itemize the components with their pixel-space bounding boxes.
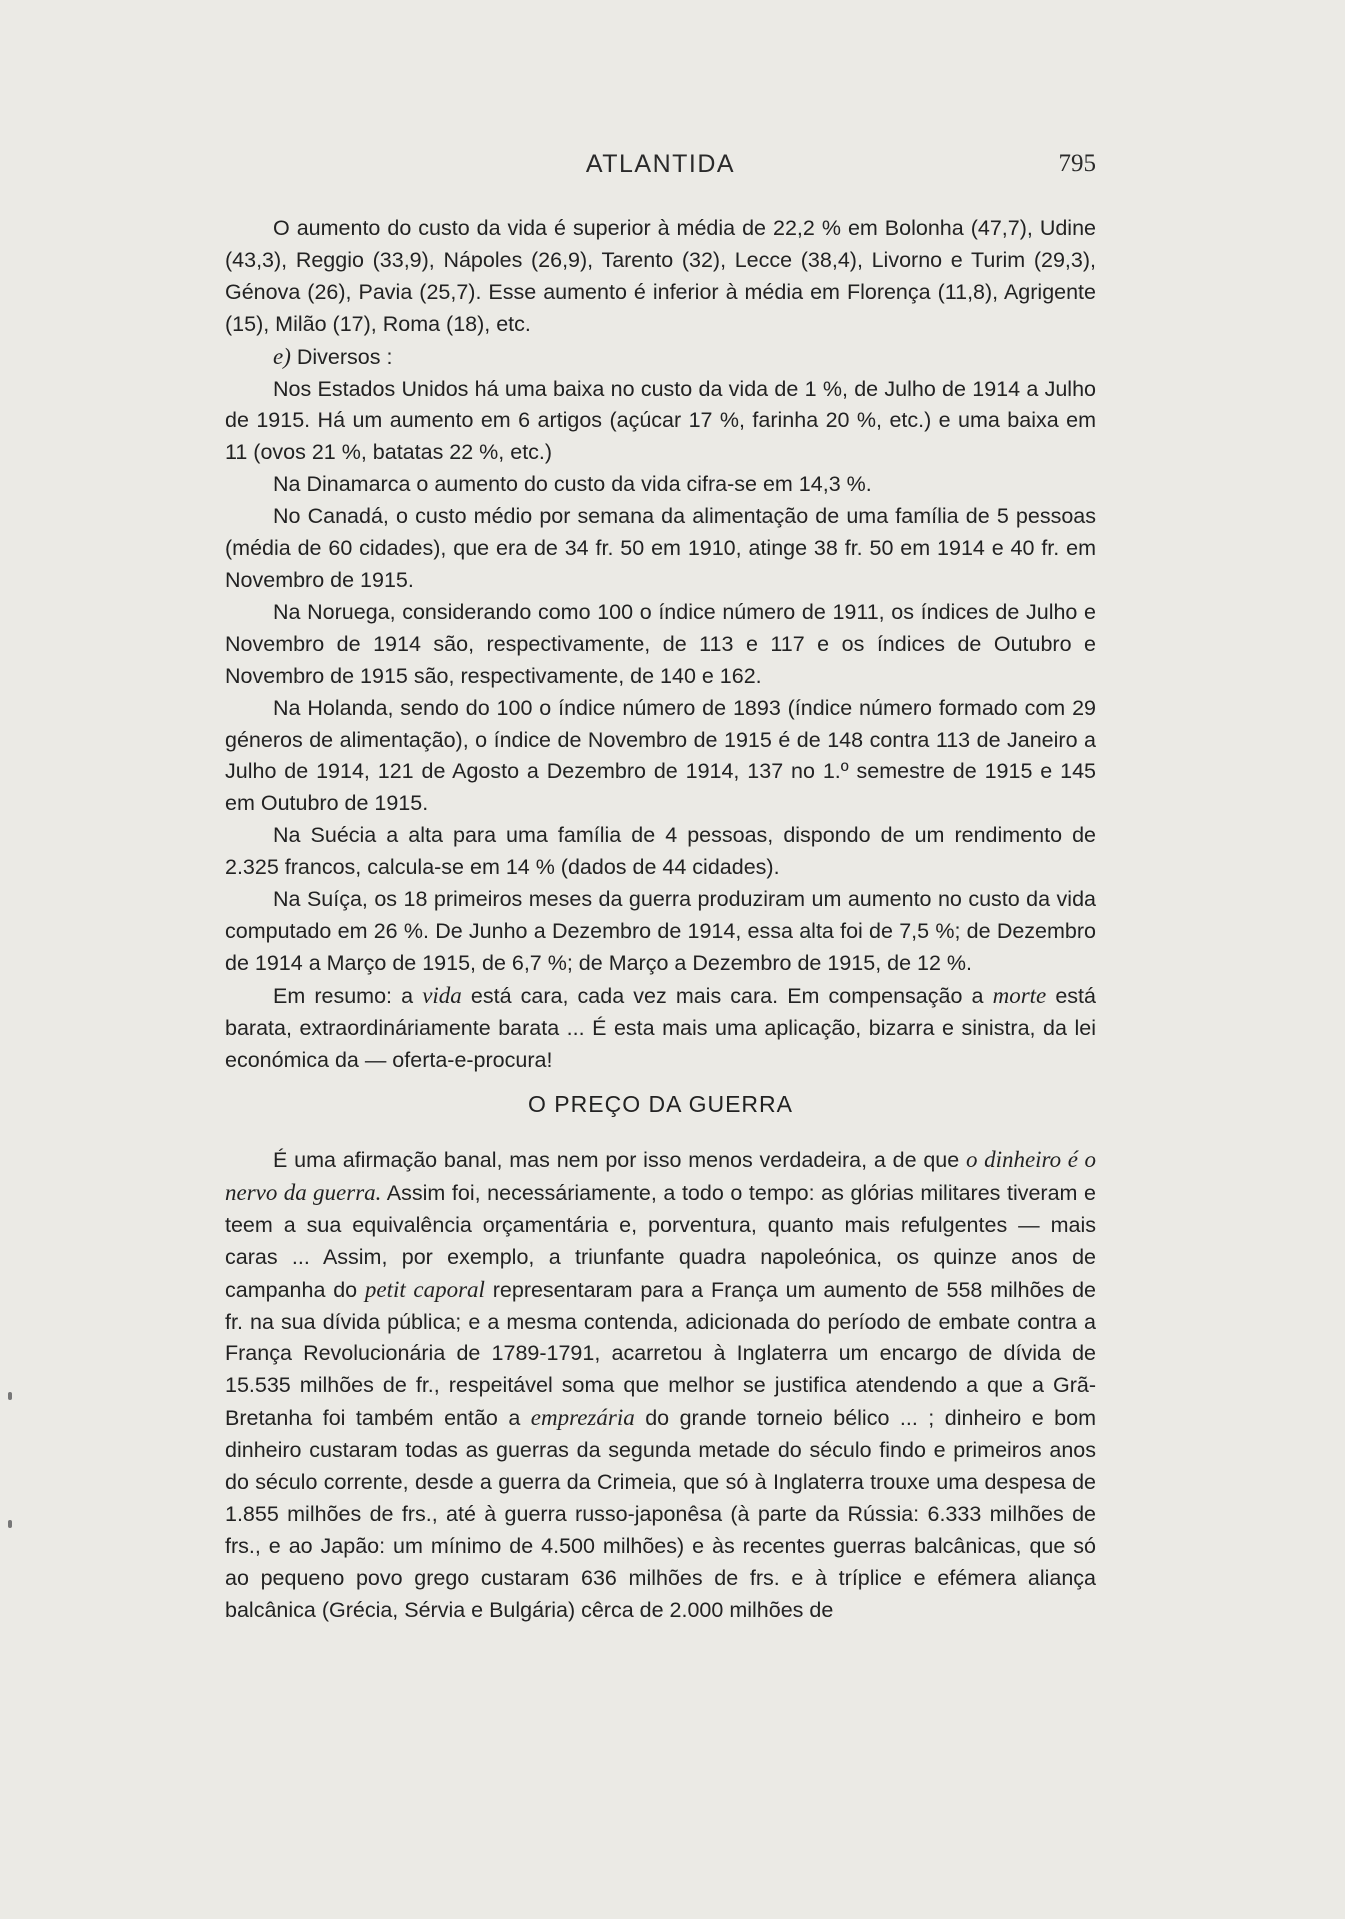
margin-speck bbox=[8, 1392, 12, 1400]
paragraph-switzerland: Na Suíça, os 18 primeiros meses da guerra produziram um aumento no custo da vida computado em 26 %. De Junho a Dezembro de 1914, essa alta foi de 7,5 %; de Dezembro de 1914 a Março de 1915, de 6,7 %; de Março a Dezembro de 1915, de 12 %. bbox=[225, 887, 1096, 975]
section-heading: O PREÇO DA GUERRA bbox=[528, 1091, 793, 1117]
war-text-3: representaram para a França um aumento de 558 milhões de fr. na sua dívida pública; e a mesma contenda, adicionada do período de embate contra a França Revolucionária de 1789-1791, acarretou à Inglaterra um encargo de dívida de 15.535 milhões de fr., respeitável soma que melhor se justifica atendendo a que a Grã-Bretanha foi também então a bbox=[225, 1277, 1096, 1431]
summary-text-1: Em resumo: a bbox=[273, 983, 423, 1008]
paragraph-war-cost bbox=[225, 1144, 1096, 1627]
paragraph-holland: Na Holanda, sendo do 100 o índice número de 1893 (índice número formado com 29 géneros de alimentação), o índice de Novembro de 1915 é de 148 contra 113 de Janeiro a Julho de 1914, 121 de Agosto a Dezembro de 1914, 137 no 1.º semestre de 1915 e 145 em Outubro de 1915. bbox=[225, 695, 1096, 816]
paragraph-diversos-heading bbox=[225, 341, 1096, 374]
summary-italic-vida: vida bbox=[422, 982, 462, 1008]
war-italic-dinheiro: o dinheiro é o nervo da guerra. bbox=[225, 1147, 1096, 1205]
paragraph-italy: O aumento do custo da vida é superior à média de 22,2 % em Bolonha (47,7), Udine (43,3), Reggio (33,9), Nápoles (26,9), Tarento (32), Lecce (38,4), Livorno e Turim (29,3), Génova (26), Pavia (25,7). Esse aumento é inferior à média em Florença (11,8), Agrigente (15), Milão (17), Roma (18), etc. bbox=[225, 216, 1096, 336]
summary-text-3: está barata, extraordináriamente barata ... É esta mais uma aplicação, bizarra e sinistra, da lei económica da — oferta-e-procura! bbox=[225, 983, 1096, 1072]
paragraph-sweden: Na Suécia a alta para uma família de 4 pessoas, dispondo de um rendimento de 2.325 francos, calcula-se em 14 % (dados de 44 cidades). bbox=[225, 823, 1096, 880]
paragraph-denmark: Na Dinamarca o aumento do custo da vida cifra-se em 14,3 %. bbox=[273, 472, 872, 497]
paragraph-norway: Na Noruega, considerando como 100 o índice número de 1911, os índices de Julho e Novembro de 1914 são, respectivamente, de 113 e 117 e os índices de Outubro e Novembro de 1915 são, respectivamente, de 140 e 162. bbox=[225, 599, 1096, 688]
subsection-letter: e) bbox=[273, 343, 291, 369]
running-title: ATLANTIDA bbox=[585, 150, 736, 178]
page-number: 795 bbox=[1058, 150, 1096, 177]
subsection-label: Diversos : bbox=[290, 344, 393, 369]
page-header bbox=[225, 150, 1096, 190]
paragraph-summary bbox=[225, 980, 1096, 1077]
cost-of-living-section bbox=[225, 213, 1096, 1076]
war-text-4: do grande torneio bélico ... ; dinheiro e bom dinheiro custaram todas as guerras da segunda metade do século findo e primeiros anos do século corrente, desde a guerra da Crimeia, que só à Inglaterra trouxe uma despesa de 1.855 milhões de frs., até à guerra russo-japonêsa (à parte da Rússia: 6.333 milhões de frs., e ao Japão: um mínimo de 4.500 milhões) e às recentes guerras balcânicas, que só ao pequeno povo grego custaram 636 milhões de frs. e à tríplice e efémera aliança balcânica (Grécia, Sérvia e Bulgária) cêrca de 2.000 milhões de bbox=[225, 1406, 1096, 1622]
war-text-2: Assim foi, necessáriamente, a todo o tempo: as glórias militares tiveram e teem a sua equivalência orçamentária e, porventura, quanto mais refulgentes — mais caras ... Assim, por exemplo, a triunfante quadra napoleónica, os quinze anos de campanha do bbox=[225, 1180, 1096, 1302]
war-text-1: É uma afirmação banal, mas nem por isso menos verdadeira, a de que bbox=[273, 1148, 966, 1172]
summary-text-2: está cara, cada vez mais cara. Em compensação a bbox=[461, 983, 993, 1008]
price-of-war-section bbox=[225, 1144, 1096, 1627]
paragraph-canada: No Canadá, o custo médio por semana da alimentação de uma família de 5 pessoas (média de 60 cidades), que era de 34 fr. 50 em 1910, atinge 38 fr. 50 em 1914 e 40 fr. em Novembro de 1915. bbox=[225, 504, 1096, 592]
summary-italic-morte: morte bbox=[992, 982, 1047, 1008]
margin-speck bbox=[8, 1520, 12, 1528]
war-italic-petit-caporal: petit caporal bbox=[364, 1276, 485, 1302]
war-italic-emprezaria: emprezária bbox=[530, 1405, 635, 1431]
paragraph-united-states: Nos Estados Unidos há uma baixa no custo da vida de 1 %, de Julho de 1914 a Julho de 1915. Há um aumento em 6 artigos (açúcar 17 %, farinha 20 %, etc.) e uma baixa em 11 (ovos 21 %, batatas 22 %, etc.) bbox=[225, 376, 1096, 465]
